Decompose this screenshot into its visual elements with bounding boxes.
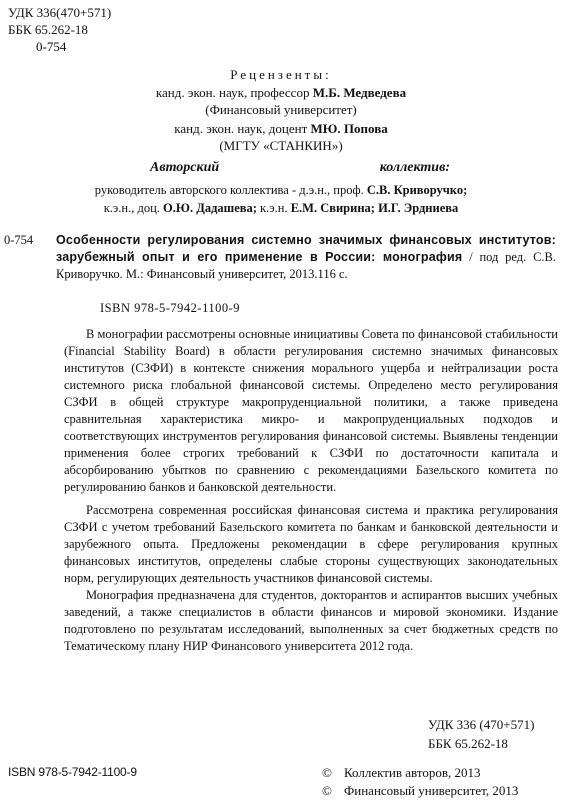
copyright-authors: Коллектив авторов, 2013 — [344, 765, 481, 780]
entry-rest: / под ред. С.В. Криворучко. М.: Финансовый университет, 2013.116 с. — [56, 250, 556, 281]
footer-bbk: ББК 65.262-18 — [428, 736, 508, 751]
udk-block — [8, 4, 111, 55]
annotation-paragraph-3: Монография предназначена для студентов, докторантов и аспирантов высших учебных заведений, а также специалистов в области финансов и мировой экономики. Издание подготовлено по результатам исследований, выполненных за счет бюджетных средств по Тематическому плану НИР Финансового университета 2012 года. — [64, 588, 558, 653]
reviewer-1-org: (Финансовый университет) — [205, 102, 357, 117]
udk-code: УДК 336(470+571) — [8, 5, 112, 20]
reviewer-2 — [0, 120, 562, 137]
reviewer-1-name: М.Б. Медведева — [312, 85, 407, 100]
authors-heading — [150, 160, 450, 176]
reviewer-1 — [0, 84, 562, 101]
author-4-name: И.Г. Эрдниева — [378, 201, 459, 215]
reviewer-2-org: (МГТУ «СТАНКИН») — [219, 138, 343, 153]
author-3-name: Е.М. Свирина; — [290, 201, 375, 215]
entry-body — [56, 232, 556, 283]
entry-code: 0-754 — [4, 233, 34, 247]
copyright-block — [322, 764, 518, 800]
annotation-paragraph-2: Рассмотрена современная российская финансовая система и практика регулирования СЗФИ с учетом требований Базельского комитета по банкам и банковской деятельности и зарубежного опыта. Предложены рекомендации в сфере регулирования крупных финансовых институтов, определены слабые стороны существующих законодательных норм, регулирующих деятельность участников финансовой системы. — [64, 503, 558, 585]
authors-line-1-prefix: руководитель авторского коллектива - д.э.н., проф. — [94, 183, 364, 197]
entry-isbn: ISBN 978-5-7942-1100-9 — [100, 301, 241, 315]
copyright-symbol: © — [322, 765, 332, 780]
authors-heading-right: коллектив: — [379, 160, 450, 175]
reviewer-2-title: канд. экон. наук, доцент — [174, 121, 308, 136]
author-2-degree: к.э.н., доц. — [103, 201, 160, 215]
annotation — [64, 326, 558, 655]
authors-heading-left: Авторский — [150, 160, 220, 175]
entry-title: Особенности регулирования системно значимых финансовых институтов: зарубежный опыт и его применение в России: монография — [56, 233, 556, 264]
authors-lead-name: С.В. Криворучко; — [366, 183, 468, 197]
bbk-code: ББК 65.262-18 — [8, 22, 88, 37]
authors-line-2 — [0, 200, 562, 217]
authors-line-1 — [0, 182, 562, 199]
author-2-name: О.Ю. Дадашева; — [163, 201, 257, 215]
author-3-degree: к.э.н. — [260, 201, 288, 215]
reviewer-2-name: МЮ. Попова — [310, 121, 388, 136]
footer-isbn: ISBN 978-5-7942-1100-9 — [8, 765, 137, 779]
footer-udk-block — [428, 715, 534, 753]
reviewers-heading: Рецензенты: — [230, 67, 332, 82]
copyright-line-2 — [322, 782, 518, 800]
reviewer-1-title: канд. экон. наук, профессор — [155, 85, 310, 100]
copyright-university: Финансовый университет, 2013 — [344, 783, 519, 798]
copyright-symbol: © — [322, 783, 332, 798]
author-mark: 0-754 — [36, 39, 67, 54]
annotation-paragraph-1: В монографии рассмотрены основные инициативы Совета по финансовой стабильности (Financial Stability Board) в области регулирования системно значимых финансовых институтов (СЗФИ) в контексте снижения морального ущерба и нейтрализации роста системного риска глобальной финансовой системы. Определено место регулирования СЗФИ в общей структуре макропруденциальной политики, а также приведена сравнительная характеристика микро- и макропруденциальных подходов и соответствующих инструментов регулирования финансовой системы. Выявлены тенденции применения более строгих требований к СЗФИ по достаточности капитала и абсорбированию убытков по сравнению с рекомендациями Базельского комитета по регулированию банков и банковской деятельности. — [64, 327, 558, 494]
copyright-line-1 — [322, 764, 518, 782]
footer-udk: УДК 336 (470+571) — [428, 717, 535, 732]
